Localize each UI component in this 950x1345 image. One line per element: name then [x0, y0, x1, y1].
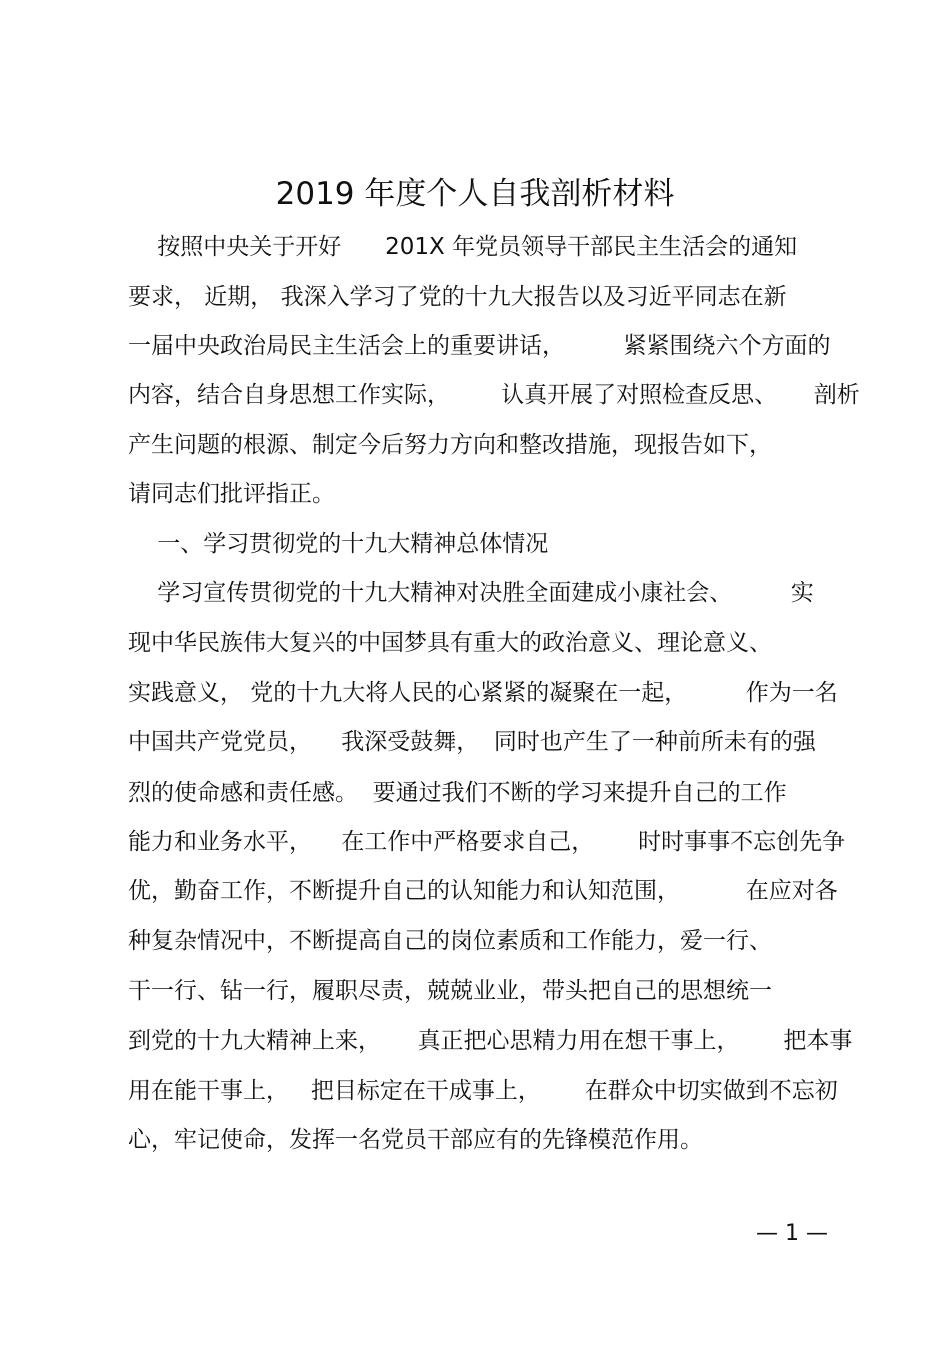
body-line: 优，勤奋工作，不断提升自己的认知能力和认知范围， 在应对各 [128, 878, 838, 904]
body-line: 要求， 近期， 我深入学习了党的十九大报告以及习近平同志在新 [128, 284, 787, 310]
body-line: 一届中央政治局民主生活会上的重要讲话， 紧紧围绕六个方面的 [128, 333, 831, 359]
document-title: 2019 年度个人自我剖析材料 [275, 176, 675, 212]
body-line: 心，牢记使命，发挥一名党员干部应有的先锋模范作用。 [128, 1127, 703, 1153]
body-line: 中国共产党党员， 我深受鼓舞， 同时也产生了一种前所未有的强 [128, 729, 816, 755]
body-line: 现中华民族伟大复兴的中国梦具有重大的政治意义、理论意义、 [128, 630, 772, 656]
body-line: 烈的使命感和责任感。 要通过我们不断的学习来提升自己的工作 [128, 780, 787, 806]
section-heading: 一、学习贯彻党的十九大精神总体情况 [128, 531, 549, 557]
body-line: 到党的十九大精神上来， 真正把心思精力用在想干事上， 把本事 [128, 1028, 853, 1054]
body-line: 学习宣传贯彻党的十九大精神对决胜全面建成小康社会、 实 [128, 580, 814, 606]
body-line: 种复杂情况中，不断提高自己的岗位素质和工作能力，爱一行、 [128, 928, 772, 954]
page-number: — 1 — [756, 1221, 828, 1246]
body-line: 产生问题的根源、制定今后努力方向和整改措施，现报告如下， [128, 432, 772, 458]
body-line: 用在能干事上， 把目标定在干成事上， 在群众中切实做到不忘初 [128, 1078, 838, 1104]
body-line: 按照中央关于开好 201X 年党员领导干部民主生活会的通知 [128, 234, 798, 260]
body-line: 实践意义， 党的十九大将人民的心紧紧的凝聚在一起， 作为一名 [128, 680, 838, 706]
body-line: 能力和业务水平， 在工作中严格要求自己， 时时事事不忘创先争 [128, 829, 846, 855]
body-line: 干一行、钻一行，履职尽责，兢兢业业，带头把自己的思想统一 [128, 978, 772, 1004]
body-line: 请同志们批评指正。 [128, 481, 335, 507]
body-line: 内容，结合自身思想工作实际， 认真开展了对照检查反思、 剖析 [128, 382, 860, 408]
